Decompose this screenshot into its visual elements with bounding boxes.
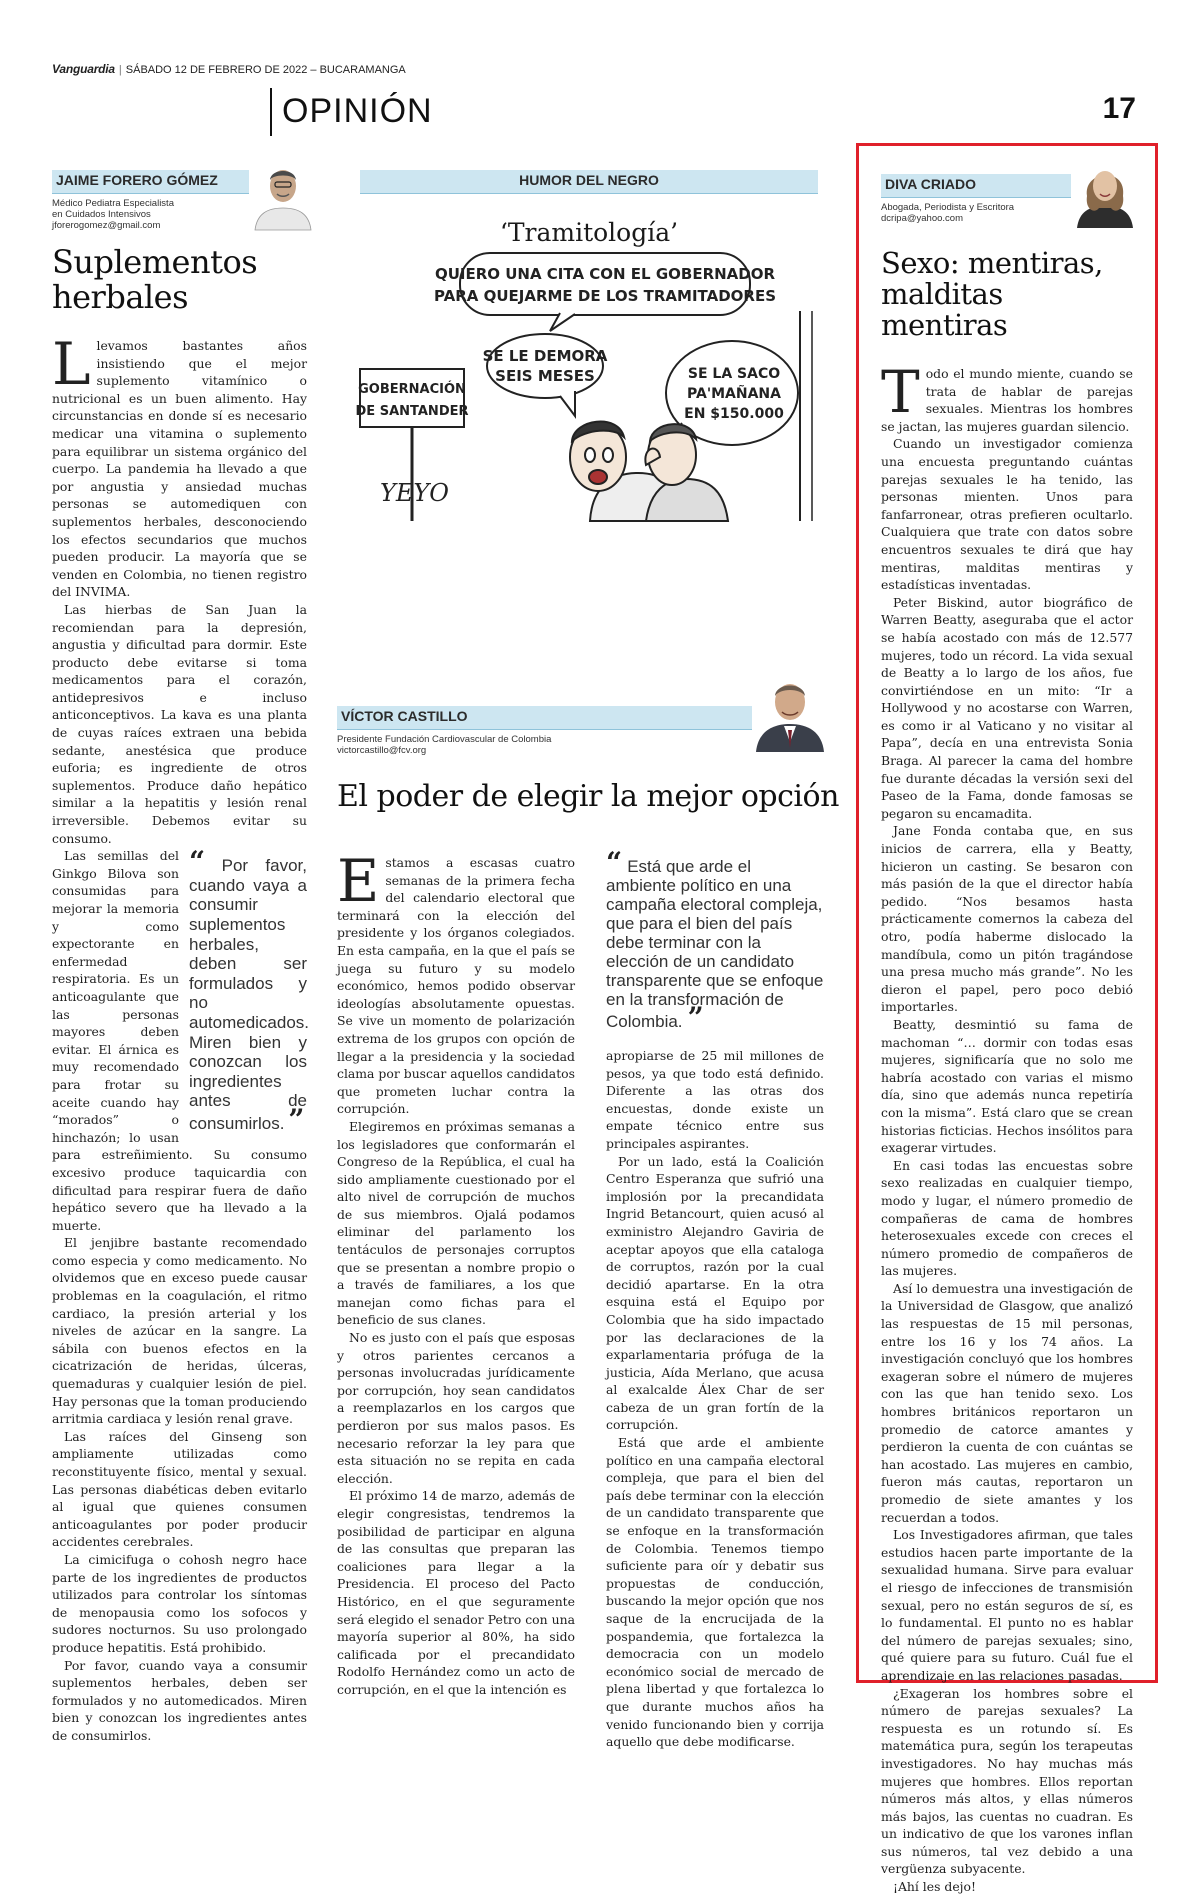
paragraph: La cimicifuga o cohosh negro hace parte de los ingredientes de productos utilizados para controlar los síntomas de menopausia como los sofocos y sudores nocturnos. Su uso prolongado produce hepatitis. Está prohibido. [52,1551,307,1655]
author-email: victorcastillo@fcv.org [337,745,427,756]
paragraph: Elegiremos en próximas semanas a los legisladores que conformarán el Congreso de la República, el cual ha sido ampliamente cuestionado por el alto nivel de corrupción de muchos de sus miembros. Ojalá podamos eliminar del parlamento los tentáculos de personajes corruptos que se presentan a nombre propio o a través de familiares, a los que manejan como fichas para el beneficio de sus clanes. [337,1118,575,1328]
article-body [606,1047,824,1751]
paragraph [52,330,307,601]
author-email: dcripa@yahoo.com [881,213,963,224]
article-body [52,330,310,1745]
paragraph: En casi todas las encuestas sobre sexo realizadas en cualquier tiempo, modo y lugar, el número promedio de compañeras de cama de hombres heterosexuales excede con creces el número promedio de compañeros de las mujeres. [881,1157,1133,1279]
cartoon-section [355,170,818,530]
cartoon-illustration [355,251,818,521]
paragraph: Así lo demuestra una investigación de la Universidad de Glasgow, que analizó las respuestas de 15 mil personas, entre los 16 y los 74 años. La investigación concluyó que los hombres exageran sobre el número de mujeres con las que han tenido sexo. Los hombres británicos reportaron un promedio de catorce amantes y perdieron la cuenta de con cuántas se han acostado. Las mujeres en cambio, fueron más cautas, reportaron un promedio de siete amantes y los recuerdan a todos. [881,1280,1133,1525]
paragraph: Por favor, cuando vaya a consumir suplementos herbales, deben ser formulados y no automedicados. Miren bien y conozcan los ingredientes antes de consumirlos. [52,1657,307,1743]
drop-cap: T [881,358,920,426]
author-title: Abogada, Periodista y Escritora [881,202,1015,213]
sign-line-1: GOBERNACIÓN [358,382,466,397]
column-center-article [337,706,839,814]
paragraph: Las semillas del Ginkgo Bilova son consumidas para mejorar la memoria y como expectorante en enfermedad respiratoria. Es un anticoagulante que las personas mayores deben evitar. El árnica es muy recomendado para frotar su aceite cuando hay “morados” o hinchazón; lo usan para estreñimiento. Su consumo excesivo produce taquicardia con dificultad para respirar fuera de daño hepático severo que ha llevado a la muerte. [52,848,307,1233]
author-info [337,734,824,756]
drop-cap: E [337,847,380,915]
cartoon-section-label: HUMOR DEL NEGRO [519,172,659,188]
paragraph: apropiarse de 25 mil millones de pesos, ya que todo está definido. Diferente a las otras dos encuestas, donde existe un empate técnico entre sus principales aspirantes. [606,1048,824,1151]
cartoonist-signature: YEYO [380,479,449,507]
sign-line-2: DE SANTANDER [355,404,469,419]
author-header [881,174,1133,224]
bubble-3-line-1: SE LA SACO [687,366,781,382]
author-header [337,706,824,756]
paragraph: Los Investigadores afirman, que tales estudios hacen parte importante de la sexualidad humana. Sirve para evaluar el riesgo de infecciones de transmisión sexual, pero no están seguros de sí, es lo fundamental. El punto no es hablar del número de parejas sexuales; sino, qué quiere para su futuro. Cuál fue el aprendizaje en las relaciones pasadas. [881,1527,1133,1683]
paragraph: El próximo 14 de marzo, además de elegir congresistas, tendremos la posibilidad de participar en alguna de las consultas que preparan las coaliciones para llegar a la Presidencia. El proceso del Pacto Histórico, en el que seguramente será elegido el senador Petro con una mayoría superior al 80%, ha sido calificada por el precandidato Rodolfo Hernández como un acto de corrupción, en el que la intención es [337,1488,575,1697]
pull-quote-text: Por favor, cuando vaya a consumir suplementos herbales, deben ser formulados y no automedicados. Miren bien y conozcan los ingredientes antes de consumirlos. [189,856,310,1133]
bubble-2-line-2: SEIS MESES [495,367,595,385]
author-title-2: en Cuidados Intensivos [52,209,151,220]
paragraph: Por un lado, está la Coalición Centro Esperanza que sufrió una implosión por la precandidata Ingrid Betancourt, quien acusó al exministro Alejandro Gaviria de aceptar apoyos que ella cataloga de corruptos, razón por la cual decidió apartarse. En la otra esquina está el Equipo por Colombia que ha sido impactado por las declaraciones de la exparlamentaria prófuga de la justicia, Aída Merlano, que acusa al exalcalde Álex Char de ser cabeza de un gran fortín de la corrupción. [606,1153,824,1433]
paragraph [881,358,1133,435]
center-article-column-1 [337,847,575,1699]
author-header [52,170,307,231]
masthead [52,62,406,76]
cartoon-band [360,170,818,194]
masthead-date-city: SÁBADO 12 DE FEBRERO DE 2022 – BUCARAMANGA [125,64,406,76]
paragraph: No es justo con el país que esposas y otros parientes cercanos a personas involucradas jurídicamente por corrupción, hoy sean candidatos a reemplazarlos en los cargos que perdieron por sus malos pasos. Es necesario reforzar la ley para que esta situación no se repita en cada elección. [337,1330,575,1486]
paragraph: ¡Ahí les dejo! [893,1879,976,1895]
paragraph-text: stamos a escasas cuatro semanas de la primera fecha del calendario electoral que terminará con la elección del presidente y los órganos colegiados. En esta campaña, en la que el país se juega su futuro y su modelo económico, hemos podido observar ideologías absolutamente opuestas. Se vive un momento de polarización extrema de los grupos con opción de llegar a la presidencia y la sociedad clama por buscar aquellos candidatos que prometen luchar contra la corrupción. [337,855,575,1117]
page-number: 17 [1102,92,1136,125]
close-quote-icon: ” [288,1102,305,1136]
bubble-1-line-1: QUIERO UNA CITA CON EL GOBERNADOR [434,265,776,283]
paragraph: Las hierbas de San Juan la recomiendan para la depresión, angustia y dificultad para dormir. Este producto debe evitarse si toma medicamentos para el corazón, antidepresivos e incluso anticonceptivos. La kava es una planta de cuyas raíces extraen una bebida sedante, anestésica que produce euforia; es ingrediente de otros suplementos. Produce daño hepático similar a la hepatitis y lesión renal irreversible. Debemos evitar su consumo. [52,601,307,846]
author-title: Médico Pediatra Especialista [52,198,174,209]
paragraph: Beatty, desmintió su fama de machoman “… dormir con todas esas mujeres, significaría que no solo me habría acostado con varias el mismo día, sino que además nunca repetiría con la misma”. Está claro que se crean historias ficticias. Hechos insólitos para exagerar virtudes. [881,1016,1133,1156]
author-email: jforerogomez@gmail.com [52,220,161,231]
bubble-2-line-1: SE LE DEMORA [482,347,608,365]
column-right-article [856,143,1158,1895]
article-body [881,358,1133,1896]
open-quote-icon: “ [606,846,623,879]
open-quote-icon: “ [189,845,206,879]
paragraph: El jenjibre bastante recomendado como especia y como medicamento. No olvidemos que en exceso puede causar problemas en la coagulación, el ritmo cardiaco, la presión arterial y los niveles de azúcar en la sangre. La sábila con buenos efectos en la cicatrización de heridas, úlceras, quemaduras y cualquier lesión de piel. Hay personas que la toman produciendo arritmia cardiaca y lesión renal grave. [52,1235,307,1427]
paragraph: Está que arde el ambiente político en una campaña electoral compleja, que para el bien del país debe terminar con la elección de un candidato transparente que se enfoque en la transformación de Colombia. Tenemos tiempo suficiente para oír y debatir sus propuestas de conducción, buscando la mejor opción que nos saque de la encrucijada de la pospandemia, que fortalezca la democracia con un modelo económico social de mercado de plena libertad y que fortalezca lo que durante muchos años ha venido funcionando bien y corrija aquello que debe modificarse. [606,1435,824,1750]
section-title: OPINIÓN [282,92,433,130]
author-photo [249,158,317,228]
pull-quote [606,846,824,1034]
author-title: Presidente Fundación Cardiovascular de Colombia [337,734,552,745]
bubble-3-line-2: PA'MAÑANA [687,386,781,402]
paragraph: Jane Fonda contaba que, en sus inicios de carrera, ella y Beatty, hicieron un casting. Se besaron con más pasión de la que el director había pedido. “Nos besamos hasta prácticamente comernos la cabeza del otro, podía haberme dislocado la mandíbula, como un pitón tragándose una presa mucho más grande”. No les dieron el papel, pero poco debió importarles. [881,823,1133,1015]
bubble-3-line-3: EN $150.000 [684,406,784,422]
author-band [52,170,274,194]
bubble-1-line-2: PARA QUEJARME DE LOS TRAMITADORES [433,287,777,305]
paragraph [337,847,575,1118]
close-quote-icon: ” [687,1001,704,1034]
author-photo [752,670,828,752]
author-band [881,174,1101,198]
author-name: JAIME FORERO GÓMEZ [56,172,218,188]
article-headline: Suplementos herbales [52,243,258,316]
paragraph-text: levamos bastantes años insistiendo que el mejor suplemento vitamínico o nutricional es un buen alimento. Hay circunstancias en donde sí es necesario medicar una vitamina o suplemento para equilibrar un sistema orgánico del cuerpo. La pandemia ha llevado a que por angustia y ansiedad muchas personas se automediquen con suplementos herbales, desconociendo los efectos secundarios que muchos pueden producir. La mayoría que se venden en Colombia, no tienen registro del INVIMA. [52,338,307,600]
author-name: VÍCTOR CASTILLO [341,708,468,724]
paragraph: Las raíces del Ginseng son ampliamente utilizadas como reconstituyente físico, mental y sexual. Las personas diabéticas deben evitarlo al igual que quienes consumen anticoagulantes por poder producir accidentes cerebrales. [52,1428,307,1550]
cartoon-title: ‘Tramitología’ [499,218,679,247]
center-article-column-2 [606,846,824,1751]
masthead-divider: | [118,64,122,76]
section-divider-bar [270,88,272,136]
pull-quote-text: Está que arde el ambiente político en una campaña electoral compleja, que para el bien del país debe terminar con la elección de un candidato transparente que se enfoque en la transformación de Colombia. [606,857,824,1031]
author-band [337,706,777,730]
paragraph: Cuando un investigador comienza una encuesta preguntando cuántas parejas sexuales le ha tenido, las personas mienten. Unos para fanfarronear, otras prefieren ocultarlo. Cualquiera que trate con datos sobre encuentros sexuales te dirá que hay mentiras, malditas mentiras y estadísticas inventadas. [881,436,1133,593]
drop-cap: L [52,330,91,398]
paragraph: Peter Biskind, autor biográfico de Warren Beatty, aseguraba que el actor se había acostado con más de 12.577 mujeres, todo un récord. La vida sexual de Beatty a lo largo de los años, fue convirtiéndose en un mito: “Ir a Hollywood y no acostarse con Warren, es como ir al Vaticano y no visitar al Papa”, decía en una entrevista Sonia Braga. Al parecer la cama del hombre fue durante décadas la versión sexi del Paseo de la Fama, donde famosas se pegaron su encamadita. [881,594,1133,821]
paragraph: ¿Exageran los hombres sobre el número de parejas sexuales? La respuesta es un rotundo sí. Es matemática pura, según los terapeutas investigadores. No hay muchas más mujeres que hombres. Ellos reportan números más altos, y ellas números más bajos, las cuentas no cuadran. Es un indicativo de que los varones inflan sus números, tal vez debido a una vergüenza subyacente. [881,1685,1133,1877]
paragraph-text: odo el mundo miente, cuando se trata de hablar de parejas sexuales. Mientras los hombres se jactan, las mujeres guardan silencio. [881,366,1133,434]
article-headline: El poder de elegir la mejor opción [337,779,839,814]
article-headline: Sexo: mentiras, malditas mentiras [881,246,1103,342]
author-name: DIVA CRIADO [885,176,976,192]
newspaper-brand: Vanguardia [52,62,115,76]
author-photo [1071,156,1139,226]
pull-quote [189,845,310,1136]
column-left-article [52,170,310,1745]
